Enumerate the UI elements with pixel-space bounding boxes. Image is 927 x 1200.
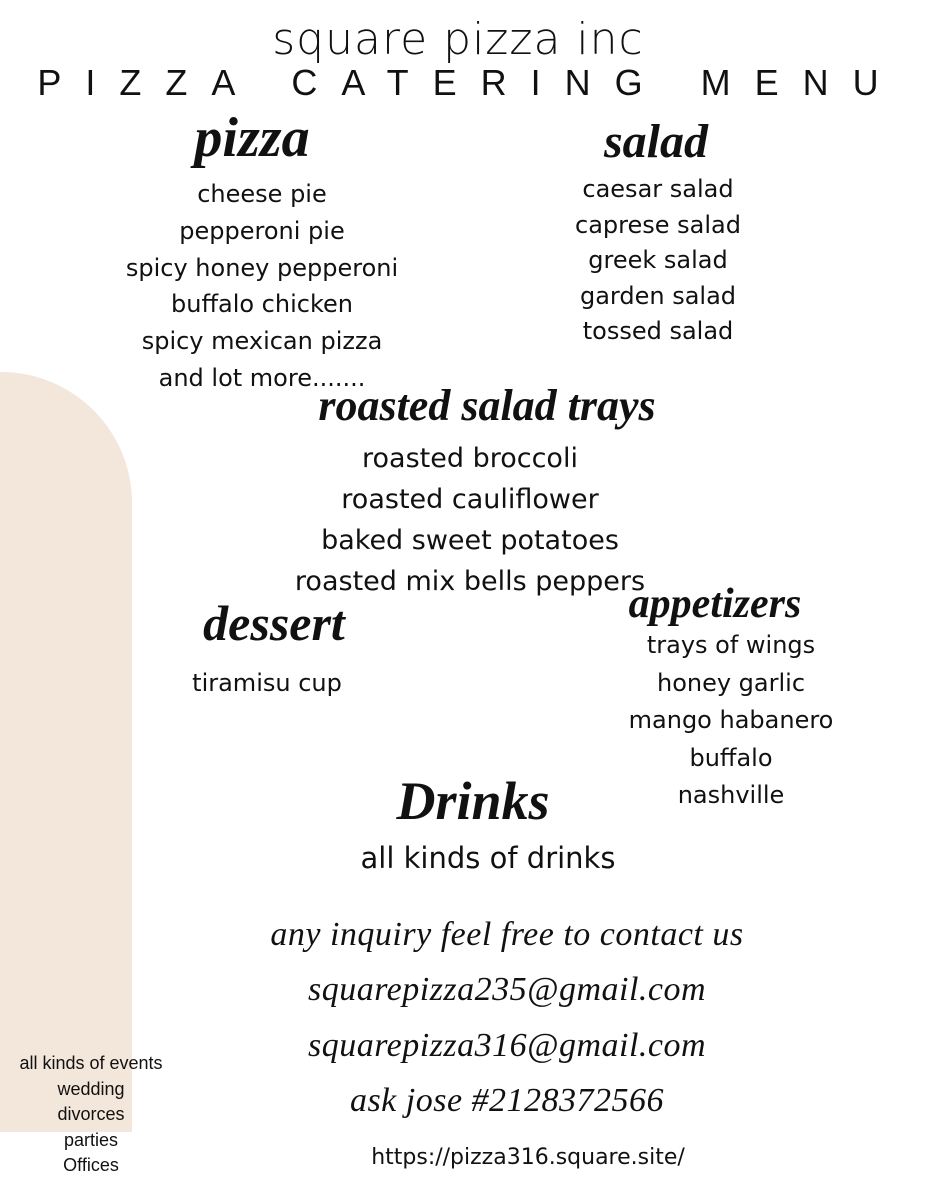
list-item: Offices bbox=[63, 1155, 119, 1175]
events-list bbox=[19, 1051, 162, 1179]
list-item: all kinds of drinks bbox=[360, 841, 616, 875]
list-item: nashville bbox=[677, 781, 785, 809]
list-item: spicy honey pepperoni bbox=[125, 253, 399, 282]
list-item: caesar salad bbox=[582, 175, 734, 203]
roasted-list bbox=[295, 438, 645, 602]
appetizers-heading: appetizers bbox=[628, 581, 802, 627]
list-item: trays of wings bbox=[646, 631, 816, 659]
list-item: roasted mix bells peppers bbox=[294, 566, 646, 597]
drinks-heading: Drinks bbox=[396, 771, 550, 831]
website-link[interactable]: https://pizza316.square.site/ bbox=[371, 1145, 685, 1170]
list-item: divorces bbox=[57, 1104, 125, 1124]
list-item: tossed salad bbox=[582, 317, 734, 345]
list-item: tiramisu cup bbox=[192, 669, 342, 697]
email-link-1[interactable]: squarepizza235@gmail.com bbox=[307, 971, 707, 1008]
dessert-heading: dessert bbox=[203, 595, 345, 651]
phone-contact[interactable]: ask jose #2128372566 bbox=[349, 1082, 665, 1119]
list-item: wedding bbox=[57, 1078, 125, 1099]
list-item: baked sweet potatoes bbox=[321, 525, 619, 556]
list-item: mango habanero bbox=[628, 706, 834, 734]
salad-heading: salad bbox=[603, 115, 709, 168]
appetizers-list bbox=[629, 627, 834, 815]
drinks-list bbox=[361, 838, 616, 878]
list-item: roasted cauliflower bbox=[341, 484, 599, 515]
list-item: all kinds of events bbox=[19, 1053, 163, 1073]
list-item: buffalo bbox=[689, 743, 773, 772]
list-item: caprese salad bbox=[575, 210, 741, 239]
roasted-heading: roasted salad trays bbox=[318, 381, 656, 430]
list-item: cheese pie bbox=[197, 180, 327, 208]
list-item: spicy mexican pizza bbox=[141, 327, 383, 356]
pizza-list bbox=[126, 176, 398, 397]
list-item: honey garlic bbox=[656, 668, 806, 697]
list-item: garden salad bbox=[579, 281, 737, 310]
menu-subtitle: PIZZA CATERING MENU bbox=[37, 62, 903, 103]
salad-list bbox=[575, 172, 741, 350]
decorative-arch bbox=[0, 372, 132, 1132]
list-item: parties bbox=[63, 1129, 119, 1150]
list-item: buffalo chicken bbox=[171, 290, 353, 319]
list-item: and lot more....... bbox=[158, 363, 366, 392]
brand-name: square pizza inc bbox=[272, 14, 644, 65]
pizza-heading: pizza bbox=[194, 107, 310, 169]
list-item: pepperoni pie bbox=[179, 216, 345, 245]
list-item: roasted broccoli bbox=[362, 443, 578, 474]
email-link-2[interactable]: squarepizza316@gmail.com bbox=[307, 1027, 707, 1064]
list-item: greek salad bbox=[588, 246, 728, 274]
contact-prompt: any inquiry feel free to contact us bbox=[270, 916, 744, 953]
dessert-list bbox=[192, 665, 342, 701]
